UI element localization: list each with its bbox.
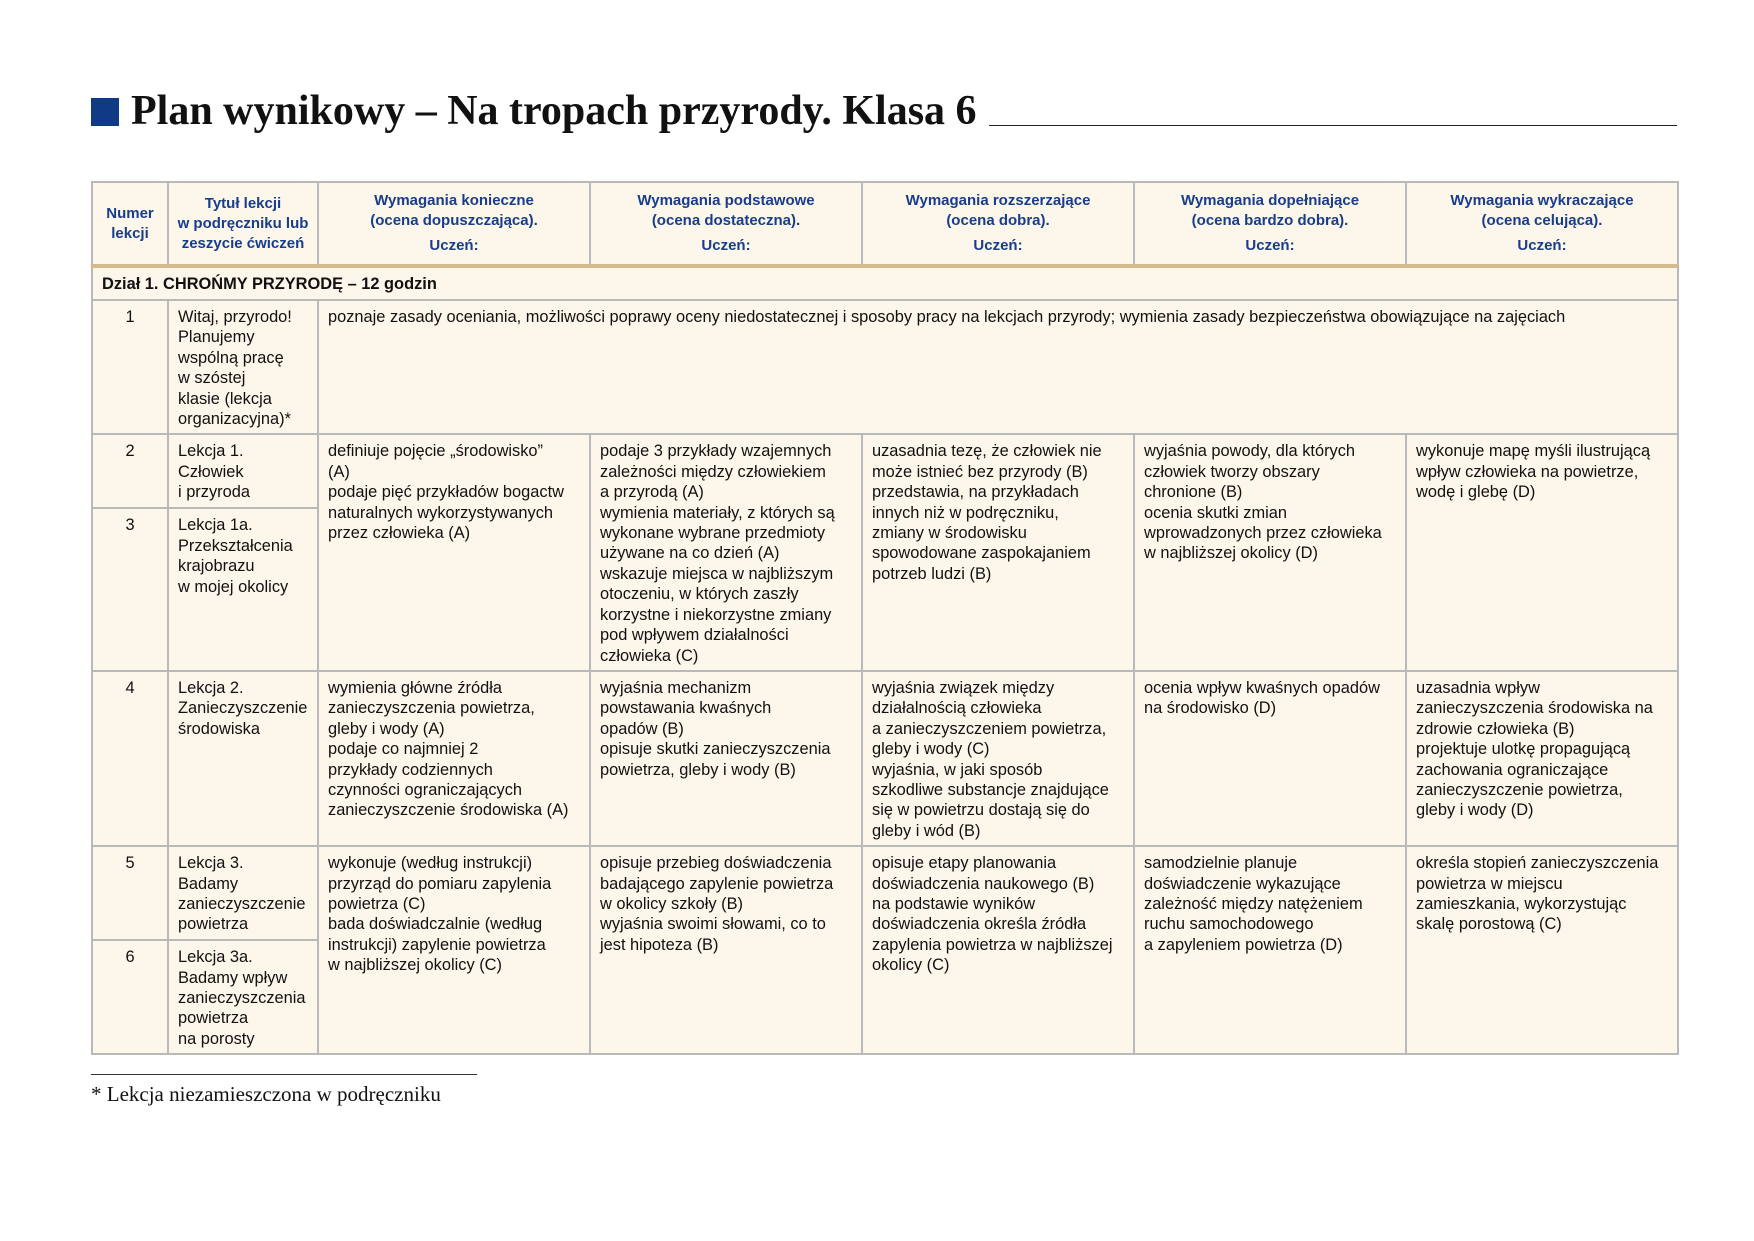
- cell-line: uzasadnia tezę, że człowiek nie: [872, 442, 1102, 461]
- cell-line: Przekształcenia: [178, 536, 293, 555]
- cell-line: powietrza: [178, 915, 249, 934]
- cell-line: zanieczyszczenie środowiska (A): [328, 801, 569, 820]
- header-line: (ocena dobra).: [946, 212, 1050, 229]
- cell-line: wodę i glebę (D): [1416, 483, 1536, 502]
- page-title-bar: [91, 86, 1677, 136]
- header-exceeding: [1406, 182, 1678, 266]
- cell-line: Lekcja 1a.: [178, 516, 253, 535]
- cell-line: Badamy wpływ: [178, 968, 288, 987]
- cell-line: organizacyjna)*: [178, 410, 291, 429]
- header-line: Wymagania konieczne: [374, 192, 534, 209]
- cell-line: projektuje ulotkę propagującą: [1416, 740, 1631, 759]
- page-title: Plan wynikowy – Na tropach przyrody. Klasa 6: [131, 88, 977, 134]
- header-extended: [862, 182, 1134, 266]
- header-lesson-number: [92, 182, 168, 266]
- cell-line: wyjaśnia związek między: [872, 678, 1055, 697]
- cell-line: powietrza (C): [328, 894, 426, 913]
- header-line: (ocena dopuszczająca).: [370, 212, 538, 229]
- cell-line: wyjaśnia swoimi słowami, co to: [600, 915, 826, 934]
- cell-line: opisuje przebieg doświadczenia: [600, 854, 832, 873]
- extended-cell: [862, 846, 1134, 1054]
- cell-line: zanieczyszczenia środowiska na: [1416, 699, 1653, 718]
- lesson-number: 3: [92, 508, 168, 671]
- cell-line: (A): [328, 462, 350, 481]
- header-row: [92, 182, 1678, 266]
- cell-line: w najbliższej okolicy (C): [328, 956, 502, 975]
- cell-line: wyjaśnia mechanizm: [600, 678, 752, 697]
- table-row: [92, 434, 1678, 508]
- cell-line: gleby i wody (A): [328, 719, 445, 738]
- cell-line: na środowisko (D): [1144, 699, 1277, 718]
- cell-line: skalę porostową (C): [1416, 915, 1562, 934]
- basic-cell: [590, 846, 862, 1054]
- cell-line: wykonane wybrane przedmioty: [600, 524, 826, 543]
- lesson-title: [168, 671, 318, 846]
- cell-line: doświadczenia naukowego (B): [872, 874, 1095, 893]
- cell-line: zanieczyszczenia: [178, 988, 306, 1007]
- cell-line: a zanieczyszczeniem powietrza,: [872, 719, 1107, 738]
- table-row: [92, 671, 1678, 846]
- cell-line: badającego zapylenie powietrza: [600, 874, 834, 893]
- exceeding-cell: [1406, 434, 1678, 670]
- required-cell: [318, 434, 590, 670]
- cell-line: podaje pięć przykładów bogactw: [328, 483, 564, 502]
- header-line: Uczeń:: [701, 237, 751, 254]
- cell-line: zanieczyszczenie powietrza,: [1416, 780, 1623, 799]
- extended-cell: [862, 434, 1134, 670]
- cell-line: okolicy (C): [872, 956, 950, 975]
- cell-line: a przyrodą (A): [600, 483, 704, 502]
- cell-line: zamieszkania, wykorzystując: [1416, 894, 1627, 913]
- cell-line: powstawania kwaśnych: [600, 699, 772, 718]
- header-line: Wymagania podstawowe: [637, 192, 815, 209]
- title-rule: [989, 125, 1677, 126]
- cell-line: na podstawie wyników: [872, 894, 1036, 913]
- cell-line: wyjaśnia, w jaki sposób: [872, 760, 1043, 779]
- cell-line: samodzielnie planuje: [1144, 854, 1298, 873]
- supplementary-cell: [1134, 846, 1406, 1054]
- cell-line: Lekcja 3a.: [178, 948, 253, 967]
- cell-line: Człowiek: [178, 462, 244, 481]
- cell-line: przez człowieka (A): [328, 524, 471, 543]
- cell-line: może istnieć bez przyrody (B): [872, 462, 1088, 481]
- cell-line: wyjaśnia powody, dla których: [1144, 442, 1356, 461]
- cell-line: ocenia skutki zmian: [1144, 503, 1288, 522]
- title-square-icon: [91, 98, 119, 126]
- header-line: Tytuł lekcji: [204, 194, 282, 212]
- cell-line: wprowadzonych przez człowieka: [1144, 524, 1382, 543]
- cell-line: innych niż w podręczniku,: [872, 503, 1059, 522]
- lesson-requirements: poznaje zasady oceniania, możliwości poprawy oceny niedostatecznej i sposoby pracy na lekcjach przyrody; wymienia zasady bezpieczeństwa obowiązujące na zajęciach: [318, 300, 1678, 434]
- cell-line: uzasadnia wpływ: [1416, 678, 1540, 697]
- cell-line: powietrza, gleby i wody (B): [600, 760, 796, 779]
- header-line: Uczeń:: [973, 237, 1023, 254]
- lesson-title: [168, 300, 318, 434]
- cell-line: otoczeniu, w których zaszły: [600, 585, 799, 604]
- footnote: * Lekcja niezamieszczona w podręczniku: [91, 1082, 441, 1106]
- cell-line: na porosty: [178, 1029, 255, 1048]
- cell-line: instrukcji) zapylenie powietrza: [328, 935, 546, 954]
- cell-line: wykonuje (według instrukcji): [328, 854, 533, 873]
- cell-line: określa stopień zanieczyszczenia: [1416, 854, 1659, 873]
- cell-line: działalnością człowieka: [872, 699, 1042, 718]
- cell-line: się w powietrzu dostają się do: [872, 801, 1090, 820]
- cell-line: naturalnych wykorzystywanych: [328, 503, 554, 522]
- cell-line: doświadczenia określa źródła: [872, 915, 1087, 934]
- cell-line: Zanieczyszczenie: [178, 699, 308, 718]
- cell-line: czynności ograniczających: [328, 780, 523, 799]
- lesson-number: 5: [92, 846, 168, 940]
- header-line: w podręczniku lub: [177, 214, 309, 232]
- lesson-title: [168, 846, 318, 940]
- exceeding-cell: [1406, 846, 1678, 1054]
- header-line: Uczeń:: [429, 237, 479, 254]
- cell-line: wymienia materiały, z których są: [600, 503, 835, 522]
- cell-line: opisuje skutki zanieczyszczenia: [600, 740, 831, 759]
- header-required: [318, 182, 590, 266]
- required-cell: [318, 846, 590, 1054]
- lesson-number: 6: [92, 940, 168, 1054]
- cell-line: podaje co najmniej 2: [328, 740, 479, 759]
- basic-cell: [590, 671, 862, 846]
- cell-line: powietrza: [178, 1009, 249, 1028]
- cell-line: zanieczyszczenie: [178, 894, 306, 913]
- section-row: [92, 266, 1678, 300]
- cell-line: wspólną pracę: [178, 348, 284, 367]
- cell-line: w szóstej: [178, 369, 246, 388]
- extended-cell: [862, 671, 1134, 846]
- cell-line: w mojej okolicy: [178, 577, 289, 596]
- header-line: lekcji: [111, 224, 149, 242]
- required-cell: [318, 671, 590, 846]
- cell-line: chronione (B): [1144, 483, 1243, 502]
- header-supplementary: [1134, 182, 1406, 266]
- section-title: Dział 1. CHROŃMY PRZYRODĘ – 12 godzin: [92, 266, 1678, 300]
- cell-line: człowiek tworzy obszary: [1144, 462, 1320, 481]
- table-row: [92, 300, 1678, 434]
- cell-line: Lekcja 2.: [178, 678, 244, 697]
- header-line: (ocena celująca).: [1481, 212, 1603, 229]
- cell-line: wykonuje mapę myśli ilustrującą: [1416, 442, 1651, 461]
- header-line: Wymagania dopełniające: [1180, 192, 1360, 209]
- cell-line: zanieczyszczenia powietrza,: [328, 699, 535, 718]
- lesson-title: [168, 508, 318, 671]
- lesson-number: 1: [92, 300, 168, 434]
- table-row: [92, 846, 1678, 940]
- cell-line: jest hipoteza (B): [600, 935, 719, 954]
- lesson-number: 2: [92, 434, 168, 508]
- cell-line: bada doświadczalnie (według: [328, 915, 543, 934]
- cell-line: doświadczenie wykazujące: [1144, 874, 1341, 893]
- cell-line: pod wpływem działalności: [600, 626, 789, 645]
- header-line: (ocena dostateczna).: [651, 212, 801, 229]
- cell-line: klasie (lekcja: [178, 389, 272, 408]
- header-basic: [590, 182, 862, 266]
- header-line: Wymagania rozszerzające: [905, 192, 1091, 209]
- lesson-title: [168, 940, 318, 1054]
- cell-line: wpływ człowieka na powietrze,: [1416, 462, 1639, 481]
- supplementary-cell: [1134, 434, 1406, 670]
- header-line: Wymagania wykraczające: [1450, 192, 1634, 209]
- cell-line: definiuje pojęcie „środowisko”: [328, 442, 544, 461]
- cell-line: w najbliższej okolicy (D): [1144, 544, 1318, 563]
- cell-line: Lekcja 1.: [178, 442, 244, 461]
- supplementary-cell: [1134, 671, 1406, 846]
- cell-line: przedstawia, na przykładach: [872, 483, 1079, 502]
- cell-line: opisuje etapy planowania: [872, 854, 1057, 873]
- cell-line: zdrowie człowieka (B): [1416, 719, 1575, 738]
- cell-line: spowodowane zaspokajaniem: [872, 544, 1091, 563]
- cell-line: i przyroda: [178, 483, 250, 502]
- cell-line: podaje 3 przykłady wzajemnych: [600, 442, 832, 461]
- cell-line: gleby i wód (B): [872, 821, 981, 840]
- cell-line: korzystne i niekorzystne zmiany: [600, 605, 832, 624]
- cell-line: Badamy: [178, 874, 239, 893]
- header-line: Numer: [106, 204, 154, 222]
- cell-line: środowiska: [178, 719, 260, 738]
- header-lesson-title: [168, 182, 318, 266]
- cell-line: a zapyleniem powietrza (D): [1144, 935, 1343, 954]
- cell-line: zależność między natężeniem: [1144, 894, 1363, 913]
- lesson-number: 4: [92, 671, 168, 846]
- cell-line: zapylenia powietrza w najbliższej: [872, 935, 1113, 954]
- cell-line: zależności między człowiekiem: [600, 462, 826, 481]
- exceeding-cell: [1406, 671, 1678, 846]
- header-line: Uczeń:: [1517, 237, 1567, 254]
- cell-line: w okolicy szkoły (B): [600, 894, 743, 913]
- header-line: zeszycie ćwiczeń: [181, 234, 305, 252]
- cell-line: powietrza w miejscu: [1416, 874, 1563, 893]
- cell-line: Planujemy: [178, 328, 255, 347]
- cell-line: używane na co dzień (A): [600, 544, 780, 563]
- cell-line: gleby i wody (C): [872, 740, 990, 759]
- cell-line: opadów (B): [600, 719, 684, 738]
- header-line: Uczeń:: [1245, 237, 1295, 254]
- cell-line: potrzeb ludzi (B): [872, 564, 992, 583]
- basic-cell: [590, 434, 862, 670]
- cell-line: przyrząd do pomiaru zapylenia: [328, 874, 552, 893]
- lesson-title: [168, 434, 318, 508]
- cell-line: zmiany w środowisku: [872, 524, 1027, 543]
- footnote-rule: [91, 1074, 477, 1075]
- cell-line: zachowania ograniczające: [1416, 760, 1609, 779]
- cell-line: szkodliwe substancje znajdujące: [872, 780, 1109, 799]
- cell-line: wymienia główne źródła: [328, 678, 503, 697]
- cell-line: gleby i wody (D): [1416, 801, 1534, 820]
- header-line: (ocena bardzo dobra).: [1191, 212, 1349, 229]
- requirements-table: [91, 181, 1679, 1055]
- cell-line: ocenia wpływ kwaśnych opadów: [1144, 678, 1380, 697]
- cell-line: Lekcja 3.: [178, 854, 244, 873]
- cell-line: ruchu samochodowego: [1144, 915, 1314, 934]
- cell-line: Witaj, przyrodo!: [178, 308, 292, 326]
- cell-line: krajobrazu: [178, 557, 255, 576]
- cell-line: człowieka (C): [600, 646, 699, 665]
- cell-line: wskazuje miejsca w najbliższym: [600, 564, 834, 583]
- cell-line: przykłady codziennych: [328, 760, 493, 779]
